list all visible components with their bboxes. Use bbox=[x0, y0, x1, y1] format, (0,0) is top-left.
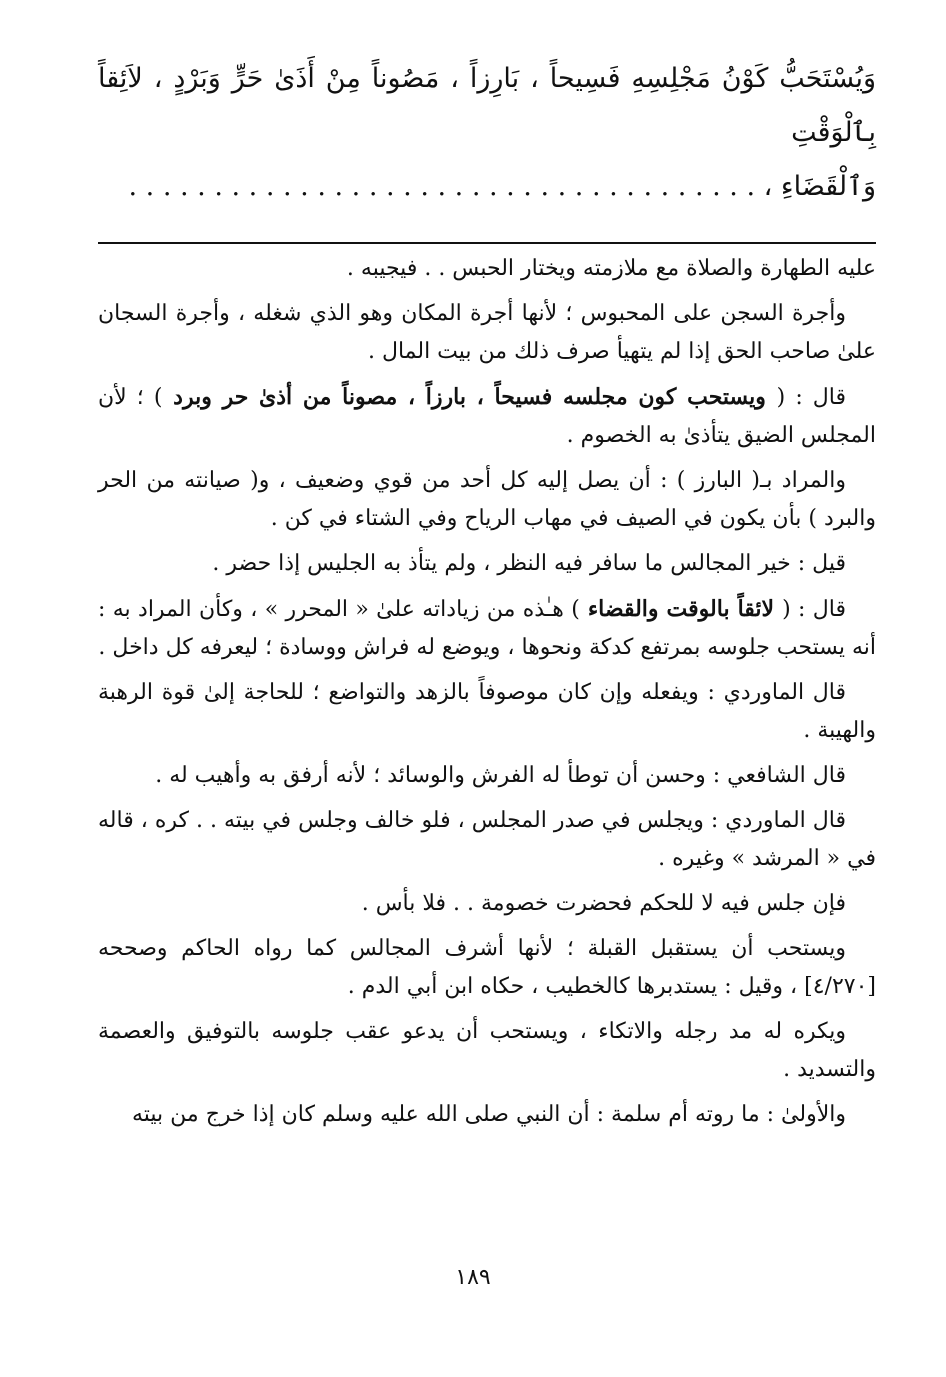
page-number: ١٨٩ bbox=[455, 1265, 491, 1290]
book-page bbox=[98, 52, 876, 1141]
quote-rest: ) هـٰذه من زياداته علىٰ « المحرر » ، وكأن المراد به : أنه يستحب جلوسه بمرتفع كدكة ونحوها ، ويوضع له فراش ووسادة ؛ ليعرفه كل داخل . bbox=[98, 597, 876, 660]
quote-lead: قال : ( bbox=[782, 597, 846, 622]
commentary-paragraph-10: فإن جلس فيه لا للحكم فحضرت خصومة . . فلا بأس . bbox=[361, 891, 846, 916]
commentary-paragraph-1: عليه الطهارة والصلاة مع ملازمته ويختار الحبس . . فيجيبه . bbox=[346, 256, 876, 281]
commentary-paragraph-11: ويستحب أن يستقبل القبلة ؛ لأنها أشرف المجالس كما رواه الحاكم وصححه [٤/٢٧٠] ، وقيل : يستدبرها كالخطيب ، حكاه ابن أبي الدم . bbox=[98, 936, 876, 999]
quoted-matn: ويستحب كون مجلسه فسيحاً ، بارزاً ، مصوناً من أذىٰ حر وبرد bbox=[162, 384, 777, 410]
commentary-paragraph-8: قال الشافعي : وحسن أن توطأ له الفرش والوسائد ؛ لأنه أرفق به وأهيب له . bbox=[155, 763, 846, 788]
matn-line-1: وَيُسْتَحَبُّ كَوْنُ مَجْلِسِهِ فَسِيحاً ، بَارِزاً ، مَصُوناً مِنْ أَذَىٰ حَرٍّ وَبَرْدٍ ، لاَئِقاً بِٱلْوَقْتِ bbox=[98, 63, 876, 148]
commentary-paragraph-6 bbox=[98, 590, 876, 667]
quote-rest: ) ؛ لأن المجلس الضيق يتأذىٰ به الخصوم . bbox=[98, 385, 876, 448]
commentary-paragraph-7: قال الماوردي : ويفعله وإن كان موصوفاً بالزهد والتواضع ؛ للحاجة إلىٰ قوة الرهبة والهيبة . bbox=[98, 680, 876, 743]
commentary-paragraph-5: قيل : خير المجالس ما سافر فيه النظر ، ولم يتأذ به الجليس إذا حضر . bbox=[212, 551, 846, 576]
commentary-paragraph-12: ويكره له مد رجله والاتكاء ، ويستحب أن يدعو عقب جلوسه بالتوفيق والعصمة والتسديد . bbox=[98, 1019, 876, 1082]
commentary-text bbox=[98, 250, 876, 1134]
commentary-paragraph-9: قال الماوردي : ويجلس في صدر المجلس ، فلو خالف وجلس في بيته . . كره ، قاله في « المرشد » وغيره . bbox=[98, 808, 876, 871]
commentary-paragraph-4: والمراد بـ( البارز ) : أن يصل إليه كل أحد من قوي وضعيف ، و( صيانته من الحر والبرد ) بأن يكون في الصيف في مهاب الرياح وفي الشتاء في كن . bbox=[98, 468, 876, 531]
commentary-paragraph-13: والأولىٰ : ما روته أم سلمة : أن النبي صلى الله عليه وسلم كان إذا خرج من بيته bbox=[131, 1102, 846, 1127]
commentary-paragraph-3 bbox=[98, 378, 876, 455]
matn-line-2: وَٱلْقَضَاءِ ، . . . . . . . . . . . . . . . . . . . . . . . . . . . . . . . . . . . . . bbox=[128, 171, 876, 202]
quote-lead: قال : ( bbox=[776, 385, 847, 410]
commentary-paragraph-2: وأجرة السجن على المحبوس ؛ لأنها أجرة المكان وهو الذي شغله ، وأجرة السجان علىٰ صاحب الحق إذا لم يتهيأ صرف ذلك من بيت المال . bbox=[98, 301, 876, 364]
matn-text bbox=[98, 52, 876, 214]
quoted-matn: لائقاً بالوقت والقضاء bbox=[579, 596, 783, 622]
separator-rule bbox=[98, 242, 876, 244]
